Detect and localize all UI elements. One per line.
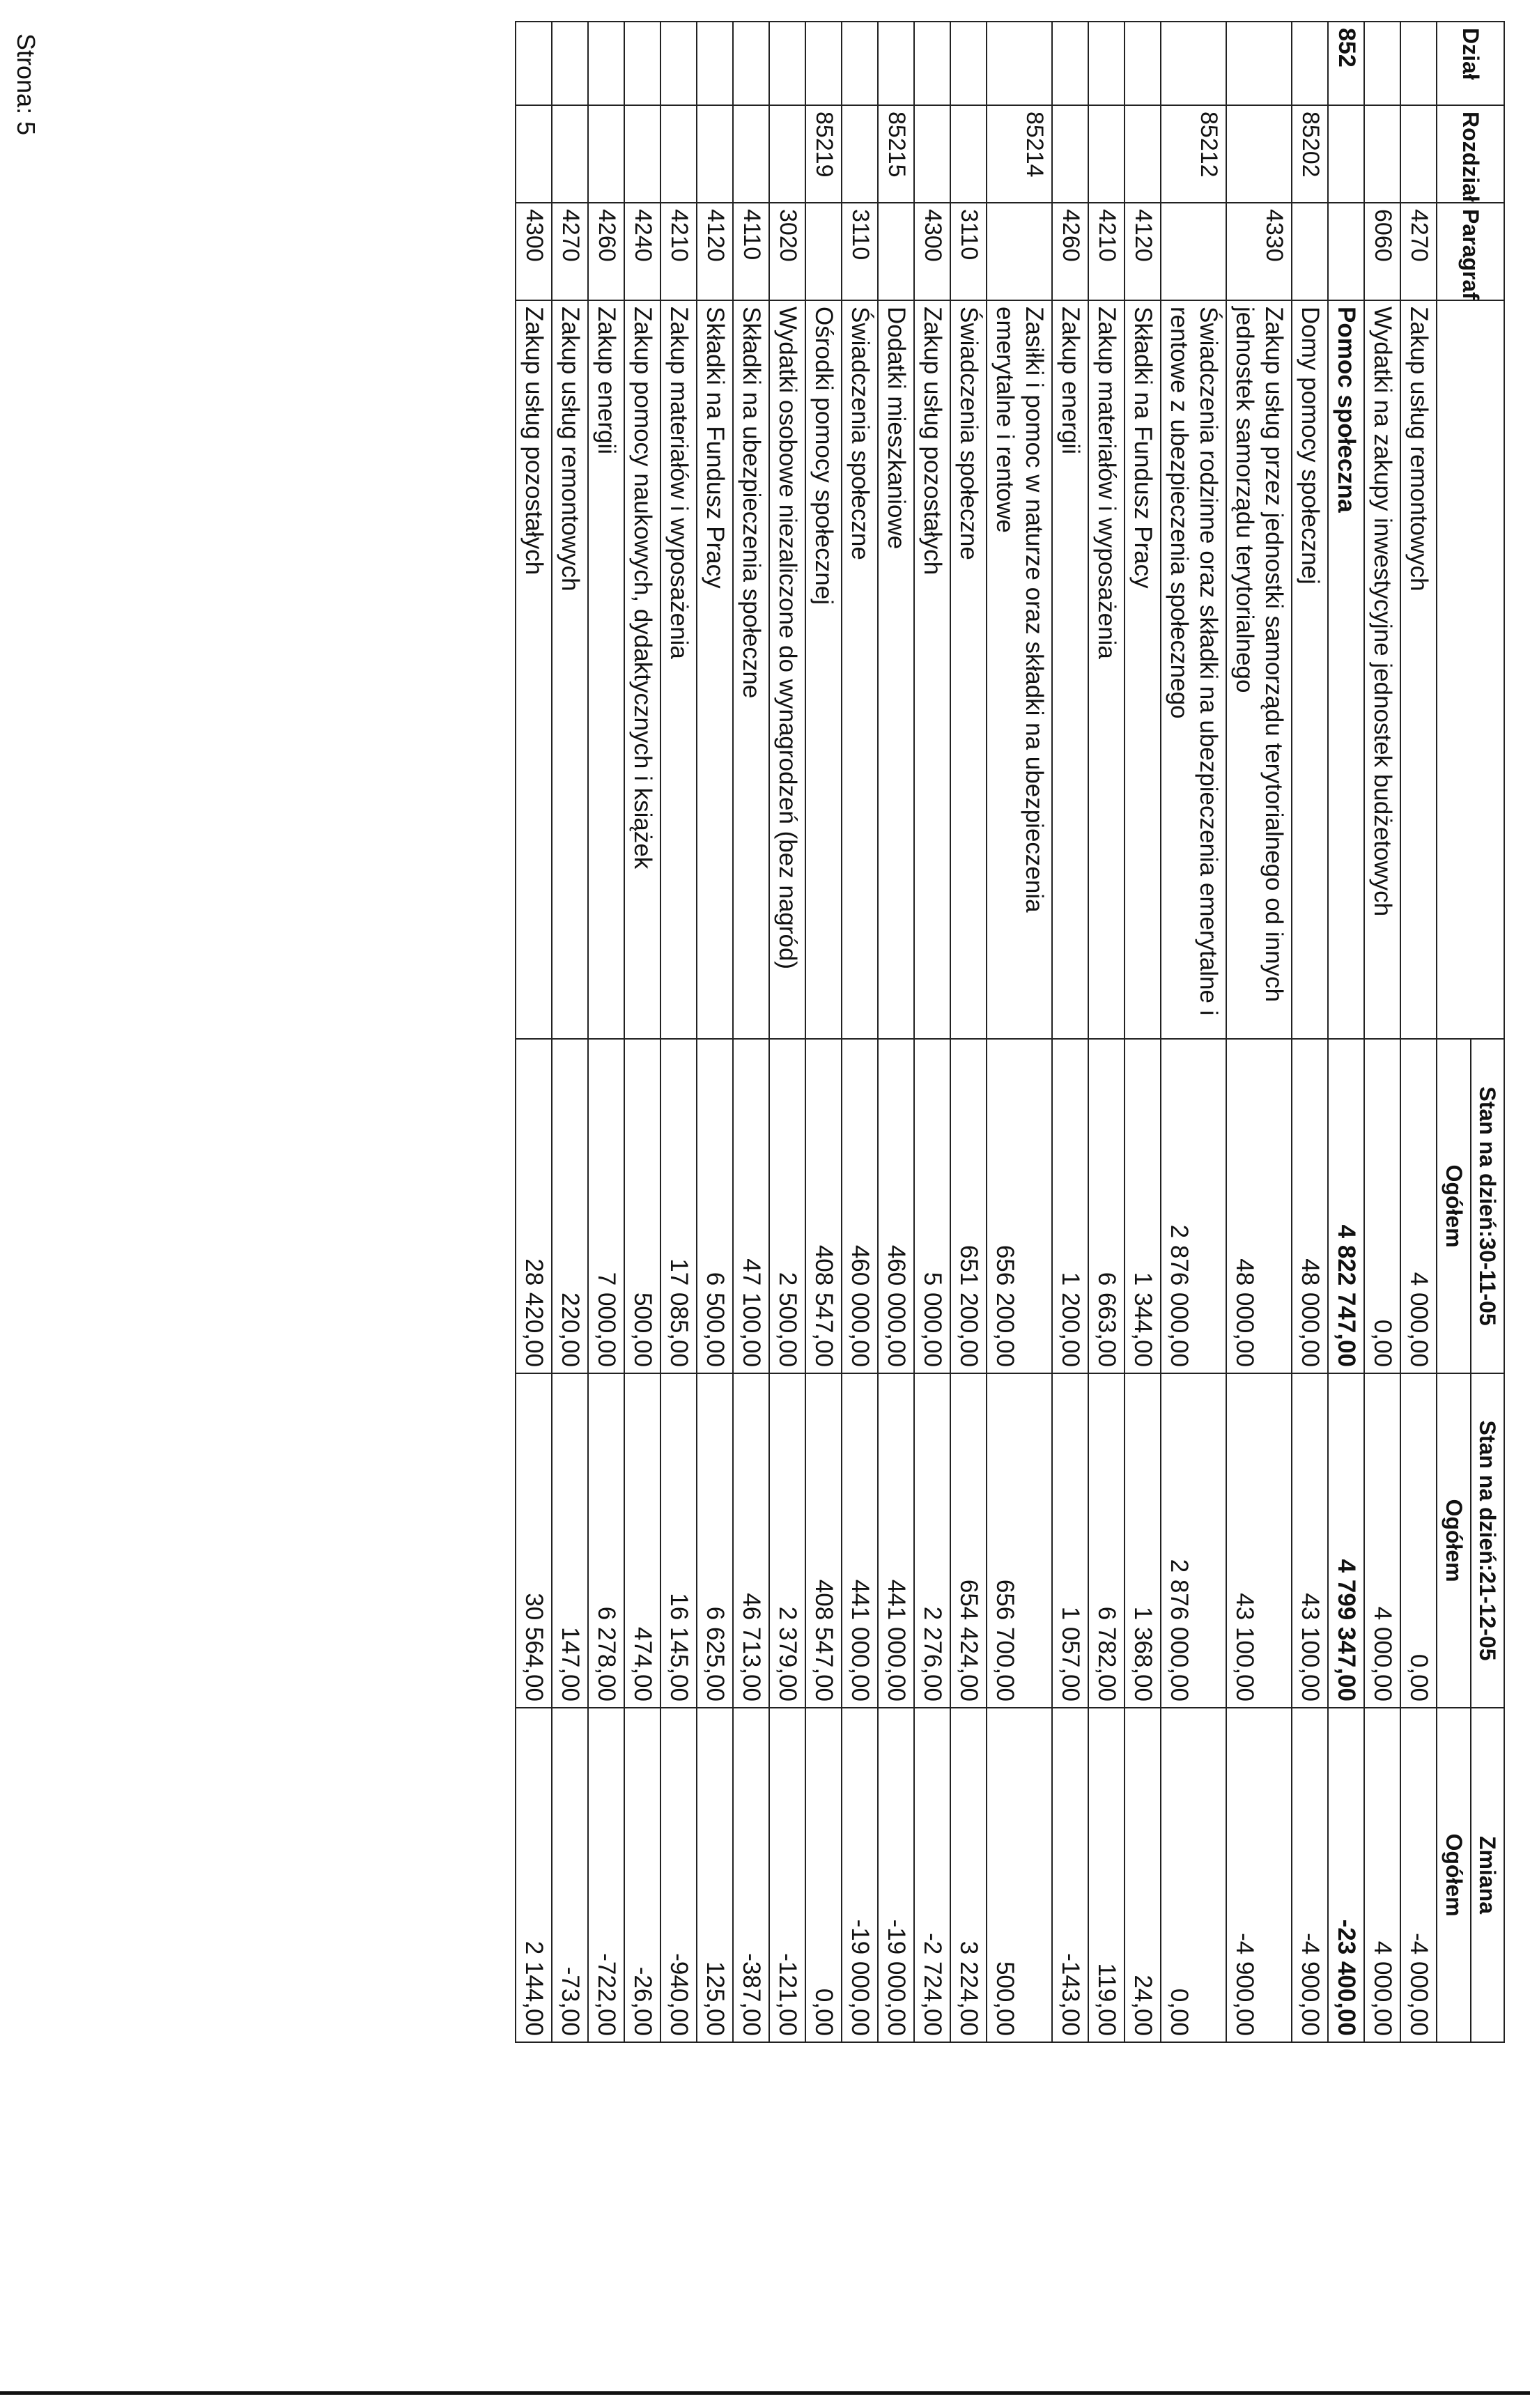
table-row [914, 22, 950, 2042]
cell-name: Składki na Fundusz Pracy [697, 300, 733, 1039]
header-rozdzial: Rozdział [1437, 105, 1504, 203]
cell-rozdzial [660, 105, 697, 203]
cell-value-3: -4 900,00 [1226, 1708, 1292, 2042]
cell-rozdzial [1088, 105, 1125, 203]
cell-paragraf: 4120 [697, 203, 733, 300]
cell-dzial [1052, 22, 1088, 105]
table-row [733, 22, 769, 2042]
cell-dzial [950, 22, 987, 105]
cell-name: Zakup usług przez jednostki samorządu terytorialnego od innych jednostek samorządu terytorialnego [1226, 300, 1292, 1039]
cell-value-2: 43 100,00 [1292, 1373, 1328, 1708]
cell-value-2: 6 625,00 [697, 1373, 733, 1708]
cell-paragraf: 3110 [842, 203, 878, 300]
cell-value-2: 441 000,00 [878, 1373, 914, 1708]
cell-value-1: 48 000,00 [1292, 1039, 1328, 1373]
cell-name: Składki na ubezpieczenia społeczne [733, 300, 769, 1039]
cell-paragraf: 4270 [1400, 203, 1437, 300]
cell-value-3: -73,00 [552, 1708, 588, 2042]
cell-value-1: 460 000,00 [878, 1039, 914, 1373]
cell-value-2: 441 000,00 [842, 1373, 878, 1708]
cell-name: Zakup materiałów i wyposażenia [1088, 300, 1125, 1039]
cell-dzial [1226, 22, 1292, 105]
cell-value-3: -4 000,00 [1400, 1708, 1437, 2042]
cell-value-2: 4 000,00 [1364, 1373, 1400, 1708]
cell-value-3: 125,00 [697, 1708, 733, 2042]
bottom-rule [0, 2391, 1530, 2395]
cell-dzial [987, 22, 1052, 105]
cell-value-1: 5 000,00 [914, 1039, 950, 1373]
cell-value-2: 2 276,00 [914, 1373, 950, 1708]
cell-paragraf: 4300 [516, 203, 552, 300]
cell-dzial [914, 22, 950, 105]
cell-paragraf [987, 203, 1052, 300]
cell-name: Domy pomocy społecznej [1292, 300, 1328, 1039]
cell-value-3: 119,00 [1088, 1708, 1125, 2042]
table-row [878, 22, 914, 2042]
cell-value-3: -121,00 [769, 1708, 805, 2042]
cell-value-3: -143,00 [1052, 1708, 1088, 2042]
table-row [1328, 22, 1364, 2042]
cell-dzial [624, 22, 660, 105]
cell-value-1: 656 200,00 [987, 1039, 1052, 1373]
cell-name: Świadczenia społeczne [950, 300, 987, 1039]
page-label-text: Strona: [12, 33, 40, 115]
cell-value-1: 2 876 000,00 [1161, 1039, 1226, 1373]
table-row [842, 22, 878, 2042]
cell-dzial [1088, 22, 1125, 105]
cell-value-2: 2 379,00 [769, 1373, 805, 1708]
table-row [624, 22, 660, 2042]
table-row [516, 22, 552, 2042]
cell-rozdzial: 85202 [1292, 105, 1328, 203]
cell-value-2: 16 145,00 [660, 1373, 697, 1708]
cell-value-1: 4 822 747,00 [1328, 1039, 1364, 1373]
table-row [1226, 22, 1292, 2042]
cell-rozdzial [588, 105, 624, 203]
cell-name: Dodatki mieszkaniowe [878, 300, 914, 1039]
cell-rozdzial [769, 105, 805, 203]
cell-rozdzial [516, 105, 552, 203]
cell-value-3: 0,00 [805, 1708, 842, 2042]
cell-name: Zasiłki i pomoc w naturze oraz składki na ubezpieczenia emerytalne i rentowe [987, 300, 1052, 1039]
cell-paragraf: 4210 [660, 203, 697, 300]
cell-value-3: -26,00 [624, 1708, 660, 2042]
cell-dzial [516, 22, 552, 105]
cell-value-2: 1 368,00 [1125, 1373, 1161, 1708]
header-period-2: Stan na dzień:21-12-05 [1471, 1373, 1504, 1708]
cell-rozdzial [1364, 105, 1400, 203]
cell-rozdzial [1226, 105, 1292, 203]
cell-value-2: 43 100,00 [1226, 1373, 1292, 1708]
cell-dzial [1364, 22, 1400, 105]
cell-value-3: -387,00 [733, 1708, 769, 2042]
cell-value-3: 0,00 [1161, 1708, 1226, 2042]
cell-dzial: 852 [1328, 22, 1364, 105]
cell-dzial [842, 22, 878, 105]
cell-paragraf [1161, 203, 1226, 300]
table-row [769, 22, 805, 2042]
cell-value-3: -23 400,00 [1328, 1708, 1364, 2042]
cell-value-1: 2 500,00 [769, 1039, 805, 1373]
cell-name: Zakup pomocy naukowych, dydaktycznych i książek [624, 300, 660, 1039]
cell-value-1: 4 000,00 [1400, 1039, 1437, 1373]
cell-value-3: -19 000,00 [878, 1708, 914, 2042]
cell-rozdzial [842, 105, 878, 203]
cell-value-3: -722,00 [588, 1708, 624, 2042]
cell-value-3: -4 900,00 [1292, 1708, 1328, 2042]
cell-value-1: 1 344,00 [1125, 1039, 1161, 1373]
table-row [1400, 22, 1437, 2042]
cell-name: Wydatki osobowe niezaliczone do wynagrodzeń (bez nagród) [769, 300, 805, 1039]
cell-rozdzial [733, 105, 769, 203]
cell-value-2: 30 564,00 [516, 1373, 552, 1708]
cell-rozdzial: 85212 [1161, 105, 1226, 203]
cell-dzial [769, 22, 805, 105]
cell-rozdzial [552, 105, 588, 203]
cell-name: Zakup energii [588, 300, 624, 1039]
table-row [697, 22, 733, 2042]
cell-dzial [1125, 22, 1161, 105]
cell-value-2: 656 700,00 [987, 1373, 1052, 1708]
header-ogolem-3: Ogółem [1437, 1708, 1470, 2042]
table-row [588, 22, 624, 2042]
cell-paragraf: 6060 [1364, 203, 1400, 300]
header-period-3: Zmiana [1471, 1708, 1504, 2042]
cell-name: Świadczenia społeczne [842, 300, 878, 1039]
cell-dzial [733, 22, 769, 105]
table-row [1125, 22, 1161, 2042]
cell-value-2: 474,00 [624, 1373, 660, 1708]
cell-value-1: 220,00 [552, 1039, 588, 1373]
cell-value-1: 1 200,00 [1052, 1039, 1088, 1373]
cell-value-1: 460 000,00 [842, 1039, 878, 1373]
table-row [660, 22, 697, 2042]
cell-paragraf [878, 203, 914, 300]
cell-dzial [588, 22, 624, 105]
cell-dzial [660, 22, 697, 105]
cell-value-1: 48 000,00 [1226, 1039, 1292, 1373]
cell-value-3: 24,00 [1125, 1708, 1161, 2042]
cell-paragraf [1328, 203, 1364, 300]
cell-name: Wydatki na zakupy inwestycyjne jednostek budżetowych [1364, 300, 1400, 1039]
header-period-1: Stan na dzień:30-11-05 [1471, 1039, 1504, 1373]
cell-value-1: 6 500,00 [697, 1039, 733, 1373]
cell-rozdzial [697, 105, 733, 203]
cell-value-1: 408 547,00 [805, 1039, 842, 1373]
cell-value-3: 3 224,00 [950, 1708, 987, 2042]
cell-value-2: 46 713,00 [733, 1373, 769, 1708]
cell-value-2: 408 547,00 [805, 1373, 842, 1708]
cell-value-3: 500,00 [987, 1708, 1052, 2042]
cell-value-2: 147,00 [552, 1373, 588, 1708]
cell-dzial [805, 22, 842, 105]
table-row [805, 22, 842, 2042]
budget-table [515, 21, 1505, 2043]
cell-paragraf: 4110 [733, 203, 769, 300]
cell-value-1: 7 000,00 [588, 1039, 624, 1373]
cell-rozdzial [1125, 105, 1161, 203]
cell-value-3: 4 000,00 [1364, 1708, 1400, 2042]
cell-name: Zakup energii [1052, 300, 1088, 1039]
cell-value-2: 6 782,00 [1088, 1373, 1125, 1708]
cell-dzial [1400, 22, 1437, 105]
cell-value-2: 1 057,00 [1052, 1373, 1088, 1708]
cell-name: Pomoc społeczna [1328, 300, 1364, 1039]
cell-name: Zakup usług remontowych [552, 300, 588, 1039]
cell-name: Świadczenia rodzinne oraz składki na ubezpieczenia emerytalne i rentowe z ubezpieczenia społecznego [1161, 300, 1226, 1039]
cell-rozdzial [914, 105, 950, 203]
cell-value-1: 47 100,00 [733, 1039, 769, 1373]
cell-paragraf [805, 203, 842, 300]
cell-paragraf: 4120 [1125, 203, 1161, 300]
cell-rozdzial [1328, 105, 1364, 203]
cell-value-3: -2 724,00 [914, 1708, 950, 2042]
cell-rozdzial [1052, 105, 1088, 203]
cell-name: Składki na Fundusz Pracy [1125, 300, 1161, 1039]
cell-value-3: 2 144,00 [516, 1708, 552, 2042]
cell-paragraf: 4260 [1052, 203, 1088, 300]
cell-value-1: 6 663,00 [1088, 1039, 1125, 1373]
cell-value-1: 17 085,00 [660, 1039, 697, 1373]
header-name [1437, 300, 1504, 1039]
cell-dzial [878, 22, 914, 105]
header-ogolem-1: Ogółem [1437, 1039, 1470, 1373]
cell-value-1: 500,00 [624, 1039, 660, 1373]
cell-rozdzial [1400, 105, 1437, 203]
table-row [987, 22, 1052, 2042]
cell-name: Zakup usług pozostałych [516, 300, 552, 1039]
cell-dzial [697, 22, 733, 105]
cell-paragraf: 4300 [914, 203, 950, 300]
cell-value-3: -940,00 [660, 1708, 697, 2042]
table-row [1088, 22, 1125, 2042]
cell-paragraf: 4240 [624, 203, 660, 300]
page-number: 5 [12, 121, 40, 136]
cell-paragraf: 4210 [1088, 203, 1125, 300]
cell-name: Ośrodki pomocy społecznej [805, 300, 842, 1039]
cell-value-1: 651 200,00 [950, 1039, 987, 1373]
cell-dzial [1292, 22, 1328, 105]
cell-value-3: -19 000,00 [842, 1708, 878, 2042]
table-body [516, 22, 1437, 2042]
cell-name: Zakup usług remontowych [1400, 300, 1437, 1039]
page-number-label [11, 33, 40, 135]
cell-paragraf: 4270 [552, 203, 588, 300]
table-row [552, 22, 588, 2042]
budget-table-container [118, 21, 1505, 2042]
table-row [1161, 22, 1226, 2042]
cell-rozdzial [624, 105, 660, 203]
header-dzial: Dział [1437, 22, 1504, 105]
cell-value-2: 0,00 [1400, 1373, 1437, 1708]
cell-paragraf: 4260 [588, 203, 624, 300]
cell-rozdzial: 85219 [805, 105, 842, 203]
cell-name: Zakup usług pozostałych [914, 300, 950, 1039]
cell-value-2: 6 278,00 [588, 1373, 624, 1708]
cell-value-2: 2 876 000,00 [1161, 1373, 1226, 1708]
table-row [1292, 22, 1328, 2042]
header-paragraf: Paragraf [1437, 203, 1504, 300]
cell-dzial [552, 22, 588, 105]
cell-dzial [1161, 22, 1226, 105]
cell-rozdzial [950, 105, 987, 203]
cell-value-2: 654 424,00 [950, 1373, 987, 1708]
cell-name: Zakup materiałów i wyposażenia [660, 300, 697, 1039]
table-row [1364, 22, 1400, 2042]
cell-value-1: 28 420,00 [516, 1039, 552, 1373]
table-row [950, 22, 987, 2042]
cell-paragraf: 3020 [769, 203, 805, 300]
header-ogolem-2: Ogółem [1437, 1373, 1470, 1708]
cell-paragraf: 4330 [1226, 203, 1292, 300]
table-row [1052, 22, 1088, 2042]
cell-value-2: 4 799 347,00 [1328, 1373, 1364, 1708]
cell-rozdzial: 85214 [987, 105, 1052, 203]
cell-paragraf [1292, 203, 1328, 300]
cell-rozdzial: 85215 [878, 105, 914, 203]
cell-value-1: 0,00 [1364, 1039, 1400, 1373]
cell-paragraf: 3110 [950, 203, 987, 300]
